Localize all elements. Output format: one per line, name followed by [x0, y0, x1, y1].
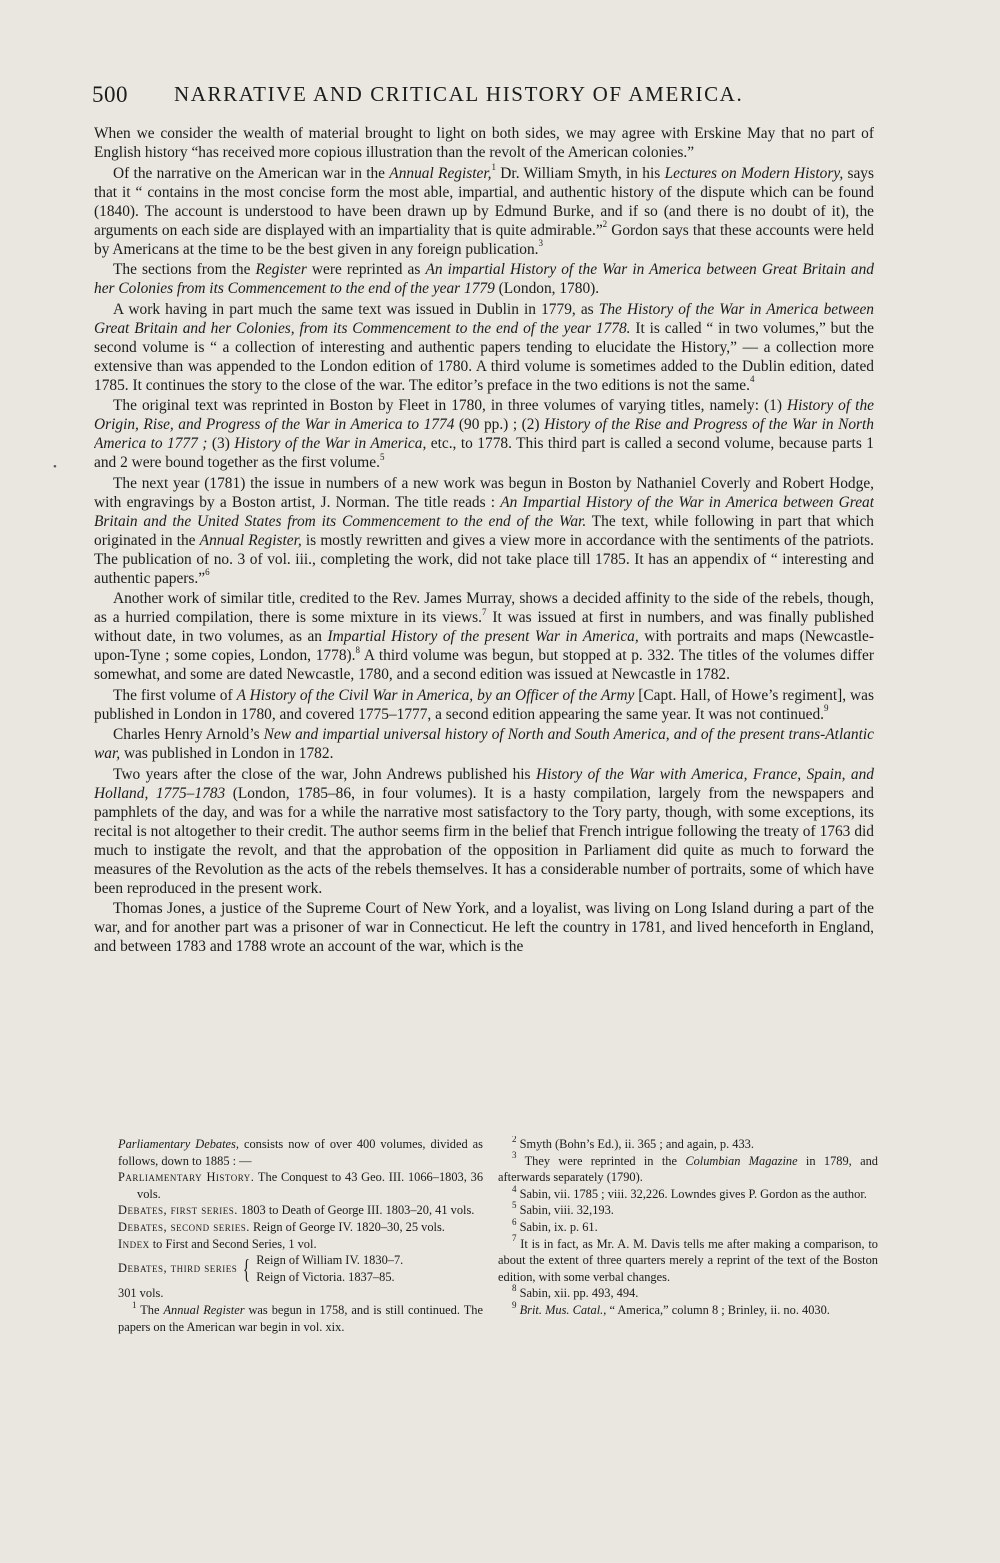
footnote-ref: 5: [379, 451, 385, 462]
footnote: [498, 1136, 878, 1153]
paragraph: [94, 686, 874, 724]
text-run: (London, 1785–86, in four volumes). It is a hasty compilation, largely from the newspapers and pamphlets of the day, and was for a while the narrative most satisfactory to the Tory party, though, with some exceptions, its recital is not altogether to their credit. The author seems firm in the belief that French intrigue following the treaty of 1763 did much to instigate the revolt, and that the approbation of the opposition in Parliament did quite as much to forward the measures of the Revolution as the acts of the rebels themselves. It has a considerable number of portraits, some of which have been reproduced in the present work.: [94, 784, 874, 897]
text-run: They were reprinted in the: [516, 1153, 686, 1168]
footnote: [498, 1150, 878, 1186]
text-run: is mostly rewritten and gives a view more in accordance with the sentiments of the patriots. The publication of no. 3 of vol. iii., completing the work, did not take place till 1785. It has an appendix of “ interesting and authentic papers.”: [94, 531, 874, 587]
text-run: Dr. William Smyth, in his: [496, 164, 665, 182]
text-run: 301 vols.: [118, 1286, 164, 1301]
text-run: A work having in part much the same text was issued in Dublin in 1779, as: [113, 300, 599, 318]
footnotes-right-column: [498, 1136, 878, 1376]
italic-title: New and impartial universal history of North and South America, and of the present trans-Atlantic war,: [94, 726, 874, 762]
running-title: NARRATIVE AND CRITICAL HISTORY OF AMERICA.: [174, 82, 744, 106]
text-run: was begun in 1758, and is still continued. The papers on the American war begin in vol. xix.: [118, 1302, 483, 1334]
text-run: was published in London in 1782.: [120, 745, 334, 762]
text-run: A third volume was begun, but stopped at p. 332. The titles of the volumes differ somewhat, and some are dated Newcastle, 1780, and a second edition was issued at Newcastle in 1782.: [94, 647, 874, 683]
text-run: (3): [207, 435, 235, 452]
italic-title: Annual Register,: [199, 531, 302, 549]
text-run: Sabin, xii. pp. 493, 494.: [516, 1286, 639, 1301]
series-total: [118, 1285, 483, 1302]
text-run: says that it “ contains in the most concise form the most able, impartial, and authentic history of the dispute which can be found (1840). The account is understood to have been drawn up by Edmund Burke, and if so (and there is no doubt of it), the arguments on each side are displayed with an impartiality that is quite admirable.”: [94, 164, 874, 239]
footnote-ref: 6: [205, 567, 210, 578]
series-label: Debates, first series.: [118, 1203, 238, 1218]
footnote-ref: 2: [602, 219, 608, 230]
paragraph: [94, 164, 874, 259]
footnote-ref: 7: [482, 606, 487, 617]
paragraph: [94, 725, 874, 763]
text-run: [Capt. Hall, of Howe’s regiment], was published in London in 1780, and covered 1775–1777, a second edition appearing the same year. It was not continued.: [94, 686, 874, 723]
text-run: The original text was reprinted in Boston by Fleet in 1780, in three volumes of varying titles, namely: (1): [113, 397, 787, 414]
footnote-ref: 4: [749, 374, 755, 385]
text-run: 1803 to Death of George III. 1803–20, 41 vols.: [237, 1203, 475, 1218]
italic-title: History of the War with America, France, Spain, and Holland, 1775–1783: [94, 765, 874, 802]
text-run: (London, 1780).: [494, 280, 600, 297]
footnote: [498, 1285, 878, 1302]
text-run: Another work of similar title, credited to the Rev. James Murray, shows a decided affinity to the side of the rebels, though, as a hurried compilation, there is some mixture in its views.: [94, 590, 874, 626]
italic-title: Parliamentary Debates,: [118, 1137, 239, 1151]
series-label: Debates, third series: [118, 1261, 238, 1276]
italic-title: An Impartial History of the War in America between Great Britain and the United States from its Commencement to the end of the War.: [94, 493, 874, 530]
footnote: [498, 1216, 878, 1236]
paragraph: [94, 396, 874, 472]
footnote-ref: 1: [491, 162, 496, 173]
italic-title: The History of the War in America between Great Britain and her Colonies, from its Commencement to the end of the year 1778.: [94, 300, 874, 337]
footnote-number: 2: [512, 1136, 517, 1144]
footnote: [498, 1233, 878, 1286]
paragraph-text: When we consider the wealth of material brought to light on both sides, we may agree with Erskine May that no part of English history “has received more copious illustration than the revolt of the American colonies.”: [94, 125, 874, 161]
paragraph: [94, 589, 874, 684]
italic-title: History of the Rise and Progress of the War in North America to 1777 ;: [94, 416, 874, 452]
text-run: Charles Henry Arnold’s: [113, 726, 264, 743]
paragraph: [94, 765, 874, 898]
italic-title: Register: [255, 261, 307, 278]
text-run: (90 pp.) ; (2): [454, 416, 545, 433]
series-label: Parliamentary History.: [118, 1170, 255, 1185]
italic-title: Impartial History of the present War in America,: [327, 628, 639, 645]
paragraph: [94, 124, 874, 162]
text-run: Gordon says that these accounts were held by Americans at the time to be the best given in any foreign publication.: [94, 221, 874, 258]
text-run: to First and Second Series, 1 vol.: [149, 1236, 317, 1251]
italic-title: An impartial History of the War in America between Great Britain and her Colonies from its Commencement to the end of the year 1779: [94, 261, 874, 297]
series-label: Debates, second series.: [118, 1219, 250, 1234]
footnote: [118, 1299, 483, 1335]
reign-line: Reign of William IV. 1830–7.: [256, 1253, 404, 1268]
footnote: [498, 1202, 878, 1219]
footnote-number: 6: [512, 1216, 517, 1227]
text-run: with portraits and maps (Newcastle-upon-Tyne ; some copies, London, 1778).: [94, 628, 874, 664]
text-run: Sabin, viii. 32,193.: [516, 1203, 614, 1218]
text-run: “ America,” column 8 ; Brinley, ii. no. 4030.: [606, 1302, 830, 1317]
text-run: The sections from the: [113, 261, 256, 278]
series-entry: [118, 1236, 483, 1253]
footnote-number: 3: [512, 1150, 517, 1161]
paragraph: [94, 474, 874, 588]
footnote-number: 5: [512, 1200, 517, 1211]
text-run: etc., to 1778. This third part is called a second volume, because parts 1 and 2 were bound together as the first volume.: [94, 435, 874, 471]
series-label: Index: [118, 1236, 150, 1251]
paragraph: [94, 260, 874, 298]
footnote-ref: 8: [355, 644, 360, 655]
footnotes-left-column: [118, 1136, 483, 1396]
paragraph: [94, 899, 874, 956]
page-number: 500: [92, 82, 128, 107]
footnote-number: 7: [512, 1233, 517, 1244]
reign-list: [256, 1252, 403, 1285]
margin-mark: •: [53, 461, 57, 473]
text-run: The first volume of: [113, 686, 237, 704]
text-run: Reign of George IV. 1820–30, 25 vols.: [249, 1219, 445, 1234]
footnote-ref: 3: [538, 238, 544, 249]
italic-title: Brit. Mus. Catal.,: [516, 1302, 607, 1317]
footnote-number: 8: [512, 1283, 517, 1294]
text-run: in 1789, and afterwards separately (1790).: [498, 1153, 878, 1185]
text-run: consists now of over 400 volumes, divided as follows, down to 1885 : —: [118, 1137, 483, 1168]
text-run: Smyth (Bohn’s Ed.), ii. 365 ; and again, p. 433.: [516, 1137, 754, 1151]
paragraph-text: Thomas Jones, a justice of the Supreme Court of New York, and a loyalist, was living on Long Island during a part of the war, and for another part was a prisoner of war in Connecticut. He left the country in 1781, and lived henceforth in England, and between 1783 and 1788 wrote an account of the war, which is the: [94, 900, 874, 955]
footnote-continuation: [118, 1136, 483, 1169]
text-run: Two years after the close of the war, John Andrews published his: [113, 765, 536, 783]
text-run: Of the narrative on the American war in the: [113, 164, 390, 182]
series-entry: [118, 1202, 483, 1219]
italic-title: History of the War in America,: [234, 435, 427, 452]
series-entry: [118, 1169, 483, 1202]
text-run: It was issued at first in numbers, and was finally published without date, in two volumes, as an: [94, 609, 874, 645]
brace: {: [243, 1253, 251, 1284]
reign-line: Reign of Victoria. 1837–85.: [256, 1269, 395, 1284]
italic-title: Annual Register: [163, 1302, 245, 1317]
footnote: [498, 1183, 878, 1203]
text-run: The: [136, 1302, 164, 1317]
footnote-number: 9: [512, 1299, 517, 1310]
main-text: [94, 124, 874, 1114]
page-header: [92, 80, 812, 116]
paragraph: [94, 300, 874, 395]
italic-title: Lectures on Modern History,: [664, 164, 844, 182]
italic-title: Annual Register,: [389, 164, 492, 182]
footnote-number: 4: [512, 1183, 517, 1194]
text-run: It is called “ in two volumes,” but the second volume is “ a collection of interesting and authentic papers tending to elucidate the History,” — a collection more extensive than was appended to the London edition of 1780. A third volume is sometimes added to the Dublin edition, dated 1785. It continues the story to the close of the war. The editor’s preface in the two editions is not the same.: [94, 319, 874, 394]
text-run: The text, while following in part that which originated in the: [94, 512, 874, 549]
text-run: The next year (1781) the issue in numbers of a new work was begun in Boston by Nathaniel Coverly and Robert Hodge, with engravings by a Boston artist, J. Norman. The title reads :: [94, 474, 874, 511]
footnote-ref: 9: [824, 703, 829, 714]
footnote-number: 1: [132, 1299, 137, 1310]
text-run: were reprinted as: [306, 261, 426, 278]
italic-title: History of the Origin, Rise, and Progress of the War in America to 1774: [94, 397, 874, 433]
text-run: Sabin, ix. p. 61.: [516, 1219, 598, 1234]
italic-title: A History of the Civil War in America, by an Officer of the Army: [236, 686, 635, 704]
italic-title: Columbian Magazine: [685, 1153, 798, 1168]
footnote: [498, 1299, 878, 1319]
series-entry: [118, 1252, 483, 1285]
text-run: It is in fact, as Mr. A. M. Davis tells me after making a comparison, to about the extent of three quarters merely a reprint of the text of the Boston edition, with some verbal changes.: [498, 1236, 878, 1284]
series-entry: [118, 1219, 483, 1236]
text-run: Sabin, vii. 1785 ; viii. 32,226. Lowndes gives P. Gordon as the author.: [516, 1186, 867, 1201]
text-run: The Conquest to 43 Geo. III. 1066–1803, 36 vols.: [137, 1170, 483, 1201]
